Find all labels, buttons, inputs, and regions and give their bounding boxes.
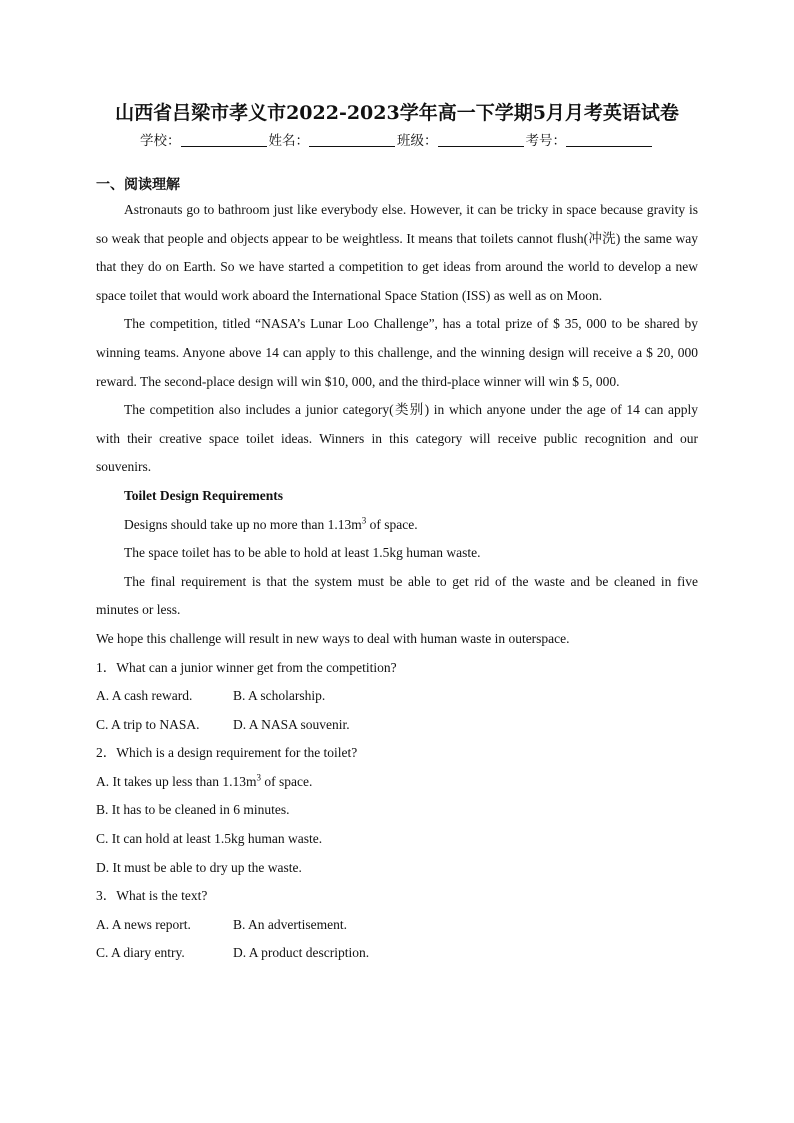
question-1-option-d[interactable]: D. A NASA souvenir. <box>233 716 350 732</box>
question-2-option-d[interactable]: D. It must be able to dry up the waste. <box>96 859 302 875</box>
page-title: 山西省吕梁市孝义市2022-2023学年高一下学期5月月考英语试卷 <box>115 102 679 124</box>
question-2-option-b[interactable]: B. It has to be cleaned in 6 minutes. <box>96 802 290 818</box>
name-label: 姓名： <box>268 133 309 149</box>
question-2-option-c[interactable]: C. It can hold at least 1.5kg human waste. <box>96 831 323 847</box>
question-1-options-row-1 <box>96 682 698 711</box>
student-info-line <box>96 131 698 151</box>
q2a-text-b: of space. <box>260 773 313 789</box>
question-2-option-a[interactable] <box>96 768 698 797</box>
question-2-stem: 2．Which is a design requirement for the toilet? <box>96 745 358 761</box>
class-label: 班级： <box>397 133 438 149</box>
requirement-2: The space toilet has to be able to hold at least 1.5kg human waste. <box>124 545 481 561</box>
question-3-stem: 3．What is the text? <box>96 888 208 904</box>
question-1-option-b[interactable]: B. A scholarship. <box>233 688 326 704</box>
p1-gloss: 冲洗 <box>588 230 616 247</box>
question-3-option-a[interactable]: A. A news report. <box>96 916 191 932</box>
school-label: 学校： <box>140 133 181 149</box>
class-blank[interactable] <box>438 132 524 147</box>
name-blank[interactable] <box>309 132 395 147</box>
r1-text-b: of space. <box>366 516 418 532</box>
number-label: 考号： <box>525 133 566 149</box>
school-blank[interactable] <box>181 132 267 147</box>
p3-gloss: 类别 <box>393 402 425 419</box>
p1-text-a: Astronauts go to bathroom just like everybody else. However, it can be tricky in space because gravity is so weak that people and objects appear to be weightless. It means that toilets cannot flush( <box>96 202 698 246</box>
question-1-option-c[interactable]: C. A trip to NASA. <box>96 716 200 732</box>
question-3-option-d[interactable]: D. A product description. <box>233 945 370 961</box>
exam-page <box>96 98 698 968</box>
number-blank[interactable] <box>566 132 652 147</box>
passage-paragraph-3 <box>96 396 698 482</box>
requirement-3: The final requirement is that the system must be able to get rid of the waste and be cleaned in five minutes or less. <box>96 573 698 618</box>
q2a-text-a: A. It takes up less than 1.13m <box>96 773 257 789</box>
requirement-1 <box>96 511 698 540</box>
question-1-options-row-2 <box>96 711 698 740</box>
passage-paragraph-2: The competition, titled “NASA’s Lunar Loo Challenge”, has a total prize of $ 35, 000 to be shared by winning teams. Anyone above 14 can apply to this challenge, and the winning design will receive a $ 20, 000 reward. The second-place design will win $10, 000, and the third-place winner will win $ 5, 000. <box>96 316 698 389</box>
r1-text-a: Designs should take up no more than 1.13m <box>124 516 362 532</box>
section-heading: 一、阅读理解 <box>96 177 180 193</box>
requirements-subheading: Toilet Design Requirements <box>124 487 284 503</box>
question-3-options-row-2 <box>96 939 698 968</box>
question-3-options-row-1 <box>96 911 698 940</box>
passage-paragraph-1 <box>96 196 698 310</box>
closing-paragraph: We hope this challenge will result in new ways to deal with human waste in outerspace. <box>96 630 570 646</box>
question-1-option-a[interactable]: A. A cash reward. <box>96 688 193 704</box>
question-3-option-c[interactable]: C. A diary entry. <box>96 945 185 961</box>
p3-text-a: The competition also includes a junior category( <box>124 402 394 418</box>
p1-text-b: ) the same way that they do on Earth. So we have started a competition to get ideas from around the world to develop a new space toilet that would work aboard the International Space Station (ISS) as well as on Moon. <box>96 230 699 303</box>
p3-text-b: ) in which anyone under the age of 14 can apply with their creative space toilet ideas. Winners in this category will receive public recognition and our souvenirs. <box>96 402 699 475</box>
question-1-stem: 1．What can a junior winner get from the competition? <box>96 659 397 675</box>
r1-superscript: 3 <box>361 515 367 526</box>
question-3-option-b[interactable]: B. An advertisement. <box>233 916 347 932</box>
q2a-superscript: 3 <box>256 772 261 783</box>
